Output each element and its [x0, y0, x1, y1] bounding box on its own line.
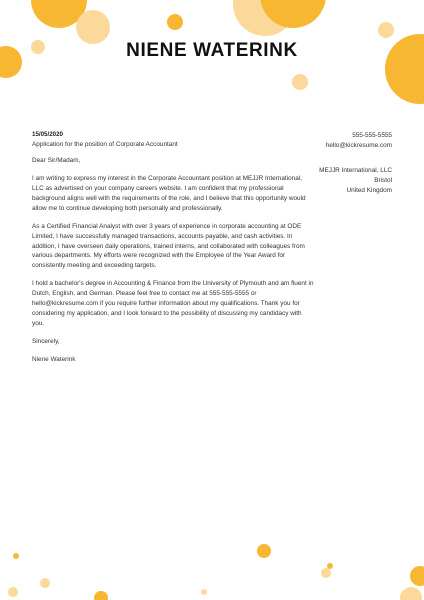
letter-paragraph: As a Certified Financial Analyst with over 3 years of experience in corporate accounting at ODE Limited, I have successfully managed transactions, accounts payable, and cash activities. In addition, I have overseen daily operations, trained interns, and collaborated with colleagues from various departments. My efforts were recognized with the Employee of the Year Award for consistently meeting and exceeding targets.	[32, 222, 305, 270]
decor-circle	[400, 587, 422, 600]
decor-circle	[321, 568, 331, 578]
letter-subject: Application for the position of Corporate Accountant	[32, 141, 178, 148]
letter-body	[32, 156, 314, 374]
decor-circle	[8, 587, 18, 597]
recipient-city: Bristol	[374, 177, 392, 184]
letter-closing: Sincerely,	[32, 337, 60, 345]
decor-circle	[327, 563, 333, 569]
decor-circle	[94, 591, 108, 600]
recipient-country: United Kingdom	[346, 187, 392, 194]
recipient-company: MEJJR International, LLC	[319, 167, 392, 174]
phone-number: 555-555-5555	[352, 132, 392, 139]
decor-circle	[378, 22, 394, 38]
decor-circle	[76, 10, 110, 44]
decor-circle	[201, 589, 207, 595]
letter-paragraph: I am writing to express my interest in the Corporate Accountant position at MEJJR International, LLC as advertised on your company careers website. I am confident that my professional background aligns well with the requirements of the role, and I believe that this opportunity would allow me to continue developing both personally and professionally.	[32, 175, 306, 212]
decor-circle	[167, 14, 183, 30]
letter-paragraph: I hold a bachelor's degree in Accounting & Finance from the University of Plymouth and am fluent in Dutch, English, and German. Please feel free to contact me at 555-555-5555 or hello@kickresume.com if you require further information about my qualifications. Thank you for considering my application, and I look forward to the possibility of discussing my candidacy with you.	[32, 280, 314, 327]
letter-greeting: Dear Sir/Madam,	[32, 157, 81, 164]
decor-circle	[257, 544, 271, 558]
decor-circle	[40, 578, 50, 588]
email-address: hello@kickresume.com	[325, 142, 392, 149]
applicant-name: NIENE WATERINK	[126, 40, 298, 61]
decor-circle	[410, 566, 424, 586]
decor-circle	[13, 553, 19, 559]
contact-block	[252, 131, 392, 151]
decor-circle	[292, 74, 308, 90]
letter-date: 15/05/2020	[32, 131, 63, 138]
letter-signature: Niene Waterink	[32, 356, 76, 364]
